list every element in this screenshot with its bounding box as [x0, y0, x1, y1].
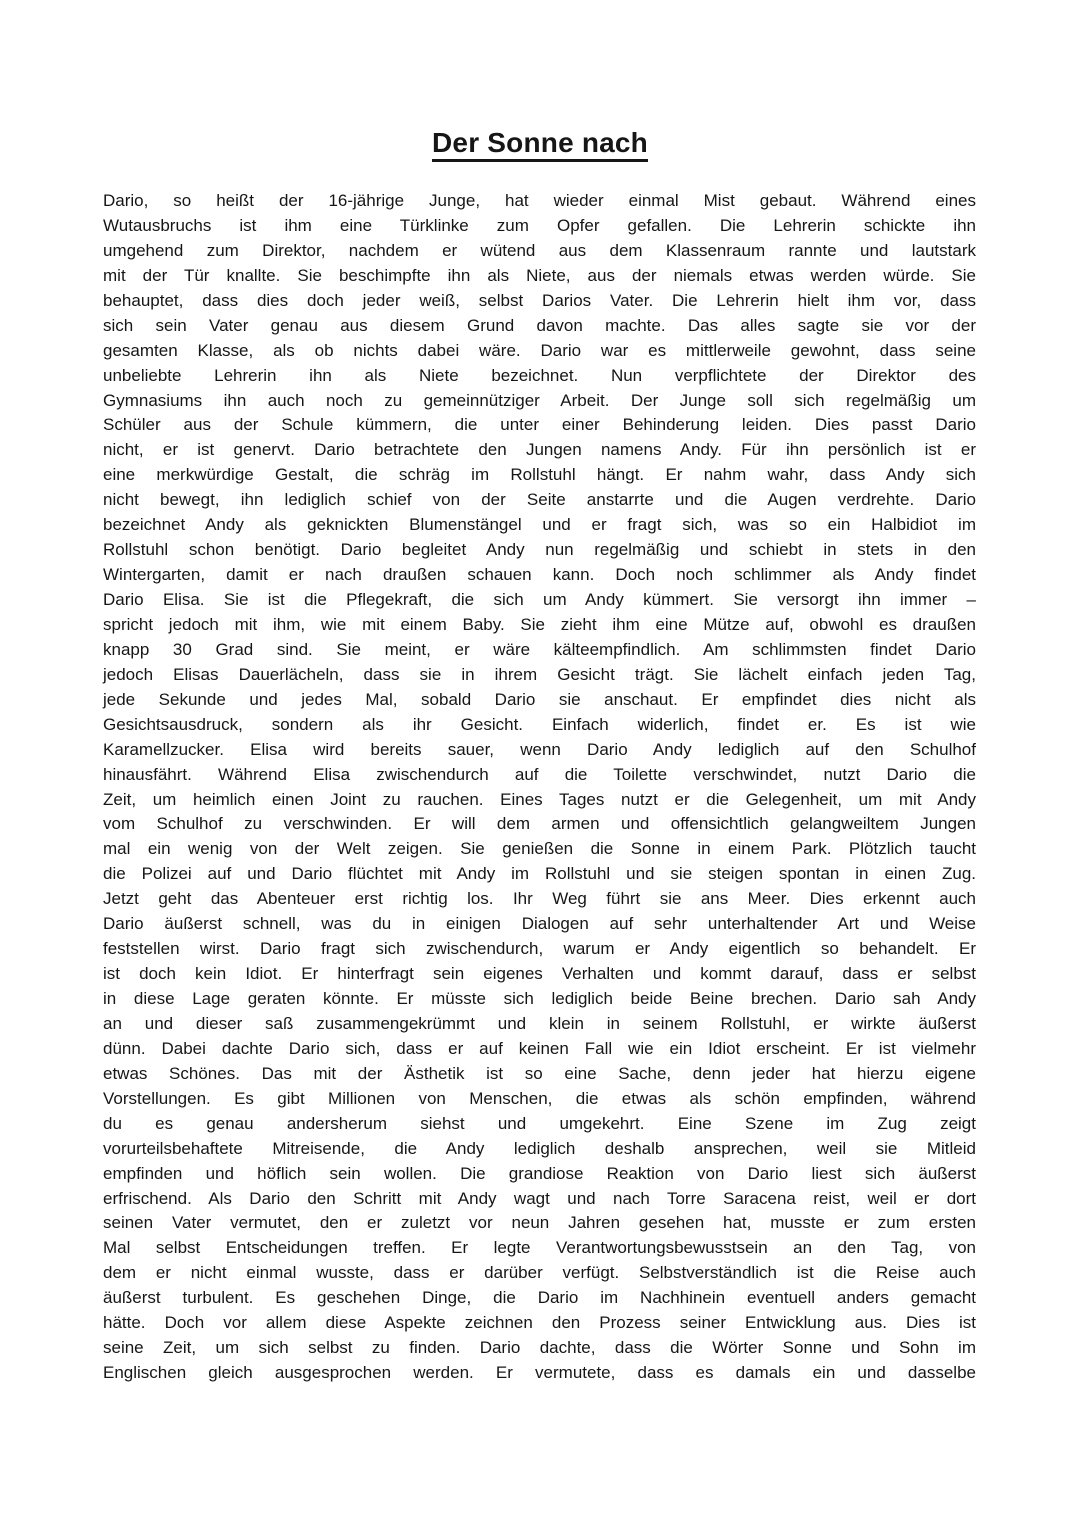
text-line: nicht, er ist genervt. Dario betrachtete den Jungen namens Andy. Für ihn persönlich ist er [103, 440, 976, 460]
text-line: die Polizei auf und Dario flüchtet mit Andy im Rollstuhl und sie steigen spontan in einen Zug. [103, 864, 976, 884]
text-line: Wintergarten, damit er nach draußen schauen kann. Doch noch schlimmer als Andy findet [103, 565, 976, 585]
text-line: eine merkwürdige Gestalt, die schräg im Rollstuhl hängt. Er nahm wahr, dass Andy sich [103, 465, 976, 485]
text-line: empfinden und höflich sein wollen. Die grandiose Reaktion von Dario liest sich äußerst [103, 1163, 976, 1183]
text-line: seinen Vater vermutet, den er zuletzt vor neun Jahren gesehen hat, musste er zum ersten [103, 1213, 976, 1233]
text-line: erfrischend. Als Dario den Schritt mit Andy wagt und nach Torre Saracena reist, weil er dort [103, 1188, 976, 1208]
text-line: spricht jedoch mit ihm, wie mit einem Baby. Sie zieht ihm eine Mütze auf, obwohl es draußen [103, 614, 976, 634]
text-line: Schüler aus der Schule kümmern, die unter einer Behinderung leiden. Dies passt Dario [103, 415, 976, 435]
text-line: Karamellzucker. Elisa wird bereits sauer, wenn Dario Andy lediglich auf den Schulhof [103, 739, 976, 759]
text-line: dem er nicht einmal wusste, dass er darüber verfügt. Selbstverständlich ist die Reise auch [103, 1263, 976, 1283]
text-line: vorurteilsbehaftete Mitreisende, die Andy lediglich deshalb ansprechen, weil sie Mitleid [103, 1138, 976, 1158]
text-line: an und dieser saß zusammengekrümmt und klein in seinem Rollstuhl, er wirkte äußerst [103, 1013, 976, 1033]
text-line: Rollstuhl schon benötigt. Dario begleitet Andy nun regelmäßig und schiebt in stets in den [103, 540, 976, 560]
text-line: Jetzt geht das Abenteuer erst richtig los. Ihr Weg führt sie ans Meer. Dies erkennt auch [103, 889, 976, 909]
text-line: äußerst turbulent. Es geschehen Dinge, die Dario im Nachhinein eventuell anders gemacht [103, 1288, 976, 1308]
text-line: mit der Tür knallte. Sie beschimpfte ihn als Niete, aus der niemals etwas werden würde. Sie [103, 265, 976, 285]
text-line: hätte. Doch vor allem diese Aspekte zeichnen den Prozess seiner Entwicklung aus. Dies ist [103, 1313, 976, 1333]
text-line: umgehend zum Direktor, nachdem er wütend aus dem Klassenraum rannte und lautstark [103, 240, 976, 260]
text-line: Dario äußerst schnell, was du in einigen Dialogen auf sehr unterhaltender Art und Weise [103, 914, 976, 934]
text-line: etwas Schönes. Das mit der Ästhetik ist so eine Sache, denn jeder hat hierzu eigene [103, 1063, 976, 1083]
text-line: Gymnasiums ihn auch noch zu gemeinnütziger Arbeit. Der Junge soll sich regelmäßig um [103, 390, 976, 410]
text-line: Dario Elisa. Sie ist die Pflegekraft, die sich um Andy kümmert. Sie versorgt ihn immer – [103, 590, 976, 609]
text-line: sich sein Vater genau aus diesem Grund davon machte. Das alles sagte sie vor der [103, 315, 976, 335]
document-body [103, 189, 976, 1386]
text-line: knapp 30 Grad sind. Sie meint, er wäre kälteempfindlich. Am schlimmsten findet Dario [103, 639, 976, 659]
text-line: jedoch Elisas Dauerlächeln, dass sie in ihrem Gesicht trägt. Sie lächelt einfach jeden Tag, [103, 664, 976, 684]
text-line: feststellen wirst. Dario fragt sich zwischendurch, warum er Andy eigentlich so behandelt. Er [103, 939, 976, 959]
page-title-text: Der Sonne nach [432, 127, 648, 162]
text-line: hinausfährt. Während Elisa zwischendurch auf die Toilette verschwindet, nutzt Dario die [103, 764, 976, 784]
text-line: unbeliebte Lehrerin ihn als Niete bezeichnet. Nun verpflichtete der Direktor des [103, 365, 976, 385]
text-line: Mal selbst Entscheidungen treffen. Er legte Verantwortungsbewusstsein an den Tag, von [103, 1238, 976, 1258]
text-line: ist doch kein Idiot. Er hinterfragt sein eigenes Verhalten und kommt darauf, dass er selbst [103, 964, 976, 984]
text-line: Vorstellungen. Es gibt Millionen von Menschen, die etwas als schön empfinden, während [103, 1088, 976, 1108]
text-line: in diese Lage geraten könnte. Er müsste sich lediglich beide Beine brechen. Dario sah Andy [103, 989, 976, 1008]
text-line: Wutausbruchs ist ihm eine Türklinke zum Opfer gefallen. Die Lehrerin schickte ihn [103, 215, 976, 235]
text-line: nicht bewegt, ihn lediglich schief von der Seite anstarrte und die Augen verdrehte. Dario [103, 490, 976, 510]
text-line: Dario, so heißt der 16-jährige Junge, hat wieder einmal Mist gebaut. Während eines [103, 191, 976, 210]
text-line: mal ein wenig von der Welt zeigen. Sie genießen die Sonne in einem Park. Plötzlich taucht [103, 839, 976, 859]
text-line: dünn. Dabei dachte Dario sich, dass er auf keinen Fall wie ein Idiot erscheint. Er ist vielmehr [103, 1038, 976, 1058]
text-line: bezeichnet Andy als geknickten Blumenstängel und er fragt sich, was so ein Halbidiot im [103, 515, 976, 535]
page-title [0, 0, 1080, 160]
text-line: Gesichtsausdruck, sondern als ihr Gesicht. Einfach widerlich, findet er. Es ist wie [103, 714, 976, 734]
text-line: Zeit, um heimlich einen Joint zu rauchen. Eines Tages nutzt er die Gelegenheit, um mit Andy [103, 789, 976, 809]
text-line: gesamten Klasse, als ob nichts dabei wäre. Dario war es mittlerweile gewohnt, dass seine [103, 340, 976, 360]
text-line: Englischen gleich ausgesprochen werden. Er vermutete, dass es damals ein und dasselbe [103, 1363, 976, 1383]
text-line: seine Zeit, um sich selbst zu finden. Dario dachte, dass die Wörter Sonne und Sohn im [103, 1338, 976, 1358]
text-line: vom Schulhof zu verschwinden. Er will dem armen und offensichtlich gelangweiltem Jungen [103, 814, 976, 834]
text-line: du es genau andersherum siehst und umgekehrt. Eine Szene im Zug zeigt [103, 1113, 976, 1133]
text-line: jede Sekunde und jedes Mal, sobald Dario sie anschaut. Er empfindet dies nicht als [103, 689, 976, 709]
text-line: behauptet, dass dies doch jeder weiß, selbst Darios Vater. Die Lehrerin hielt ihm vor, dass [103, 290, 976, 310]
